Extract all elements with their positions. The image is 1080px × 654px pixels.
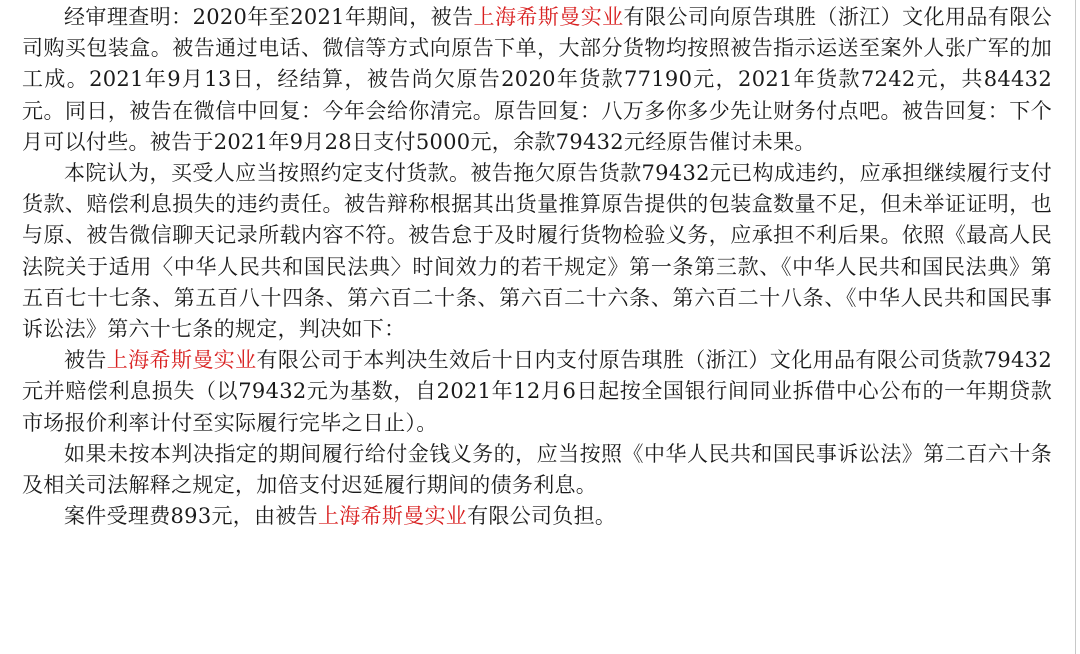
text-segment: 有限公司负担。 <box>467 504 617 529</box>
paragraph-late-payment-interest <box>22 439 1052 501</box>
highlighted-company-name: 上海希斯曼实业 <box>317 504 468 529</box>
judgment-text-body <box>22 2 1052 532</box>
paragraph-judgment-item-1 <box>22 345 1052 439</box>
highlighted-company-name: 上海希斯曼实业 <box>473 5 624 29</box>
text-segment: 有限公司于本判决生效后十日内支付原告琪胜（浙江）文化用品有限公司货款79432元并赔偿利息损失（以79432元为基数，自2021年12月6日起按全国银行间同业拆借中心公布的一年期贷款市场报价利率计付至实际履行完毕之日止）。 <box>22 348 1052 435</box>
text-segment: 有限公司向原告琪胜（浙江）文化用品有限公司购买包装盒。被告通过电话、微信等方式向原告下单，大部分货物均按照被告指示运送至案外人张广军的加工成。2021年9月13日，经结算，被告尚欠原告2020年货款77190元，2021年货款7242元，共84432元。同日，被告在微信中回复：今年会给你清完。原告回复：八万多你多少先让财务付点吧。被告回复：下个月可以付些。被告于2021年9月28日支付5000元，余款79432元经原告催讨未果。 <box>22 5 1052 154</box>
text-segment: 经审理查明：2020年至2021年期间，被告 <box>64 5 474 29</box>
page-edge-divider <box>1075 0 1076 654</box>
text-segment: 如果未按本判决指定的期间履行给付金钱义务的，应当按照《中华人民共和国民事诉讼法》第二百六十条及相关司法解释之规定，加倍支付迟延履行期间的债务利息。 <box>22 441 1052 498</box>
text-segment: 被告 <box>64 348 107 373</box>
paragraph-findings <box>22 2 1052 158</box>
text-segment: 本院认为，买受人应当按照约定支付货款。被告拖欠原告货款79432元已构成违约，应承担继续履行支付货款、赔偿利息损失的违约责任。被告辩称根据其出货量推算原告提供的包装盒数量不足，但未举证证明，也与原、被告微信聊天记录所载内容不符。被告怠于及时履行货物检验义务，应承担不利后果。依照《最高人民法院关于适用〈中华人民共和国民法典〉时间效力的若干规定》第一条第三款、《中华人民共和国民法典》第五百七十七条、第五百八十四条、第六百二十条、第六百二十六条、第六百二十八条、《中华人民共和国民事诉讼法》第六十七条的规定，判决如下： <box>22 161 1052 342</box>
highlighted-company-name: 上海希斯曼实业 <box>106 348 257 373</box>
paragraph-case-fee <box>22 501 1052 532</box>
text-segment: 案件受理费893元，由被告 <box>64 504 318 529</box>
paragraph-court-opinion <box>22 158 1052 345</box>
